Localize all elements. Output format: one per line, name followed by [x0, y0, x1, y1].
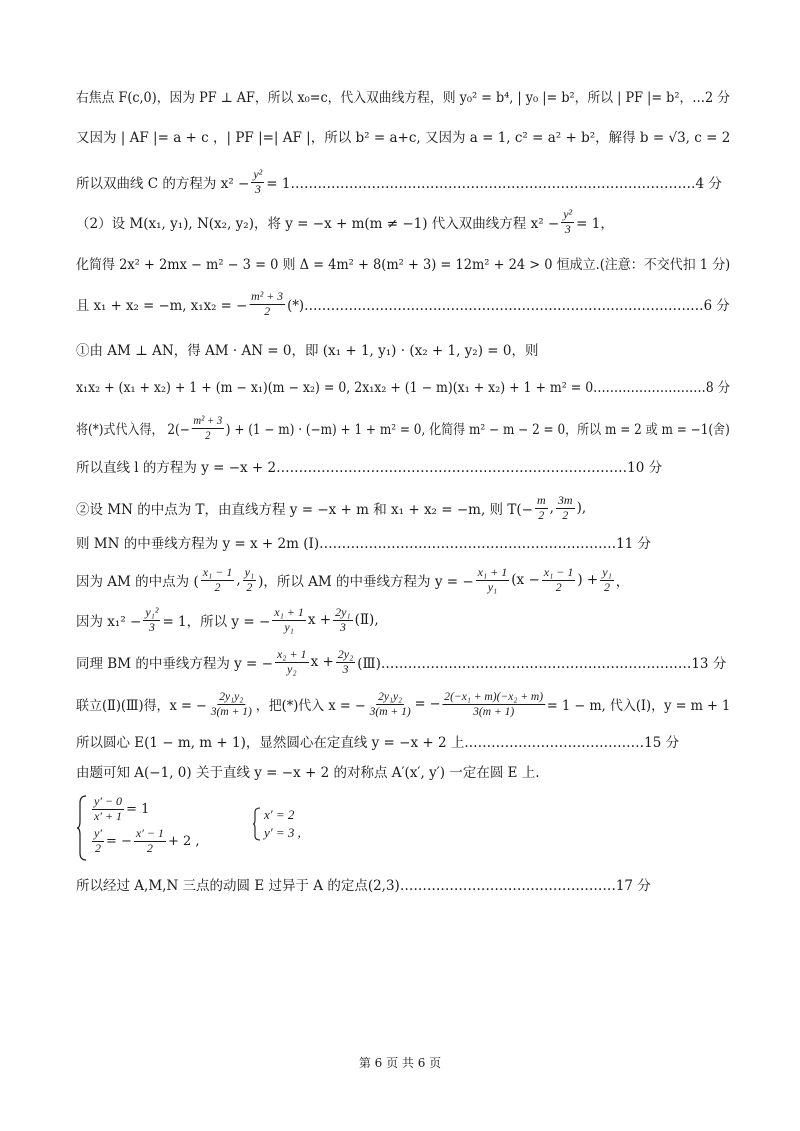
denominator: 2 — [562, 507, 569, 522]
fraction — [201, 566, 235, 595]
text-segment: 同理 BM 的中垂线方程为 y = − — [76, 656, 273, 673]
text-line-perpendicular: ①由 AM ⊥ AN，得 AM · AN = 0，即 (x₁ + 1, y₁) · (x₂ + 1, y₂) = 0，则 — [76, 343, 539, 359]
fraction — [243, 566, 257, 595]
text-line-hyperbola-equation — [76, 168, 722, 197]
numerator: m² + 3 — [251, 289, 284, 303]
text-line-equation-III — [76, 648, 726, 677]
text-line-part2-setup — [76, 208, 614, 237]
denominator: 2 — [264, 303, 271, 318]
text-segment: 所以双曲线 C 的方程为 x² − — [76, 176, 250, 193]
fraction — [368, 690, 413, 719]
denominator: 3 — [342, 661, 349, 676]
text-line-focus: 右焦点 F(c,0)，因为 PF ⊥ AF，所以 x₀=c，代入双曲线方程，则 y₀² = b⁴, | y₀ |= b²，所以 | PF |= b²，…2 分 — [76, 90, 731, 106]
numerator: 2y₁ — [335, 605, 351, 619]
system-row-2 — [90, 827, 200, 856]
text-segment: x + — [307, 612, 332, 629]
text-line-midpoint-T — [76, 494, 586, 523]
denominator: 2 — [246, 579, 253, 594]
text-segment: ), — [576, 500, 587, 517]
text-line-fixed-point: 所以经过 A,M,N 三点的动圆 E 过异于 A 的定点(2,3)…………………………………………17 分 — [76, 878, 651, 894]
numerator: y₁ — [602, 565, 612, 579]
numerator: m² + 3 — [193, 413, 223, 427]
text-segment: = 1 — [126, 801, 150, 817]
text-segment: (x − — [511, 572, 540, 589]
system-row-1 — [90, 795, 149, 824]
denominator: 3 — [254, 181, 261, 196]
fraction — [442, 690, 545, 719]
text-line-line-l: 所以直线 l 的方程为 y = −x + 2……………………………………………………………………10 分 — [76, 460, 663, 476]
fraction — [134, 827, 166, 856]
numerator: x₁ − 1 — [202, 565, 233, 579]
denominator: 2 — [604, 579, 610, 594]
text-line-equation-II — [76, 606, 379, 635]
fraction — [333, 606, 353, 635]
text-segment: 联立(Ⅱ)(Ⅲ)得，x = − — [76, 698, 207, 715]
fraction — [192, 414, 224, 443]
numerator: 2(−x₁ + m)(−x₂ + m) — [444, 689, 544, 703]
text-segment: , — [549, 500, 554, 517]
text-segment: x + — [310, 654, 334, 671]
text-segment: (*)………………………………………………………………………………6 分 — [287, 298, 730, 315]
text-segment: （2）设 M(x₁, y₁), N(x₂, y₂)，将 y = −x + m(m ≠ −1) 代入双曲线方程 x² − — [76, 216, 560, 233]
text-segment: = 1………………………………………………………………………………4 分 — [266, 176, 722, 193]
denominator: x′ + 1 — [94, 808, 123, 823]
fraction — [336, 648, 356, 677]
solution-row-1 — [264, 807, 294, 823]
fraction — [272, 606, 306, 635]
text-line-substitute — [76, 414, 730, 443]
fraction — [535, 494, 548, 523]
text-segment: = − — [414, 696, 441, 713]
denominator: 2 — [146, 840, 153, 855]
text-segment: 将(*)式代入得， 2(− — [76, 422, 190, 439]
fraction — [275, 648, 309, 677]
text-line-am-midpoint — [76, 566, 629, 595]
denominator: 3 — [564, 221, 571, 236]
text-line-center-E: 所以圆心 E(1 − m, m + 1)，显然圆心在定直线 y = −x + 2 上.…………………………………15 分 — [76, 735, 680, 751]
fraction — [476, 566, 510, 595]
fraction — [556, 494, 575, 523]
numerator: x₁ + 1 — [274, 605, 304, 619]
numerator: x₁ + 1 — [477, 565, 508, 579]
text-segment: , — [236, 572, 241, 589]
page-footer: 第 6 页 共 6 页 — [358, 1056, 442, 1070]
numerator: y′ − 0 — [94, 794, 123, 808]
denominator: 2 — [205, 427, 211, 442]
text-segment: 因为 x₁² − — [76, 614, 142, 631]
equation-system — [76, 795, 336, 861]
left-brace-icon — [252, 807, 261, 841]
text-segment: x′ = 2 — [264, 807, 295, 822]
denominator: y₂ — [287, 661, 297, 676]
text-segment: = 1，所以 y = − — [162, 614, 271, 631]
denominator: y₁ — [487, 579, 498, 594]
fraction — [92, 827, 104, 856]
text-segment: ) + (1 − m) · (−m) + 1 + m² = 0, 化简得 m² − m − 2 = 0，所以 m = 2 或 m = −1(舍) — [225, 422, 730, 439]
numerator: y₁² — [145, 605, 159, 619]
text-segment: 且 x₁ + x₂ = −m, x₁x₂ = − — [76, 298, 248, 315]
denominator: 3(m + 1) — [369, 703, 411, 718]
text-segment: ) + — [577, 572, 599, 589]
fraction — [542, 566, 576, 595]
text-segment: = 1 − m, 代入(Ⅰ)，y = m + 1 — [546, 698, 731, 715]
text-segment: 因为 AM 的中点为 ( — [76, 574, 199, 591]
solution-row-2 — [264, 825, 301, 841]
text-segment: (Ⅲ)……………………………………………………………13 分 — [357, 656, 727, 673]
fraction — [209, 690, 254, 719]
numerator: x₁ − 1 — [543, 565, 574, 579]
text-segment: ，把(*)代入 x = − — [255, 698, 366, 715]
text-line-symmetric-point: 由题可知 A(−1, 0) 关于直线 y = −x + 2 的对称点 A′(x′, y′) 一定在圆 E 上. — [76, 765, 540, 781]
numerator: y₁ — [244, 565, 255, 579]
numerator: x₂ + 1 — [276, 647, 307, 661]
text-line-mn-bisector: 则 MN 的中垂线方程为 y = x + 2m (Ⅰ)…………………………………………………………11 分 — [76, 536, 652, 552]
numerator: m — [536, 493, 546, 507]
numerator: y² — [253, 167, 263, 181]
numerator: y² — [563, 207, 573, 221]
text-segment: y′ = 3 , — [264, 825, 301, 840]
numerator: y′ — [94, 826, 102, 840]
fraction — [561, 208, 574, 237]
text-segment: = − — [105, 833, 132, 849]
fraction — [600, 566, 614, 595]
text-line-solve-b: 又因为 | AF |= a + c ，| PF |=| AF |，所以 b² = a+c, 又因为 a = 1, c² = a² + b²，解得 b = √3, c = 2 — [76, 130, 731, 146]
text-line-expand: x₁x₂ + (x₁ + x₂) + 1 + (m − x₁)(m − x₂) = 0, 2x₁x₂ + (1 − m)(x₁ + x₂) + 1 + m² = 0………………………8 分 — [76, 380, 731, 396]
denominator: 3(m + 1) — [473, 703, 515, 718]
denominator: 3 — [339, 619, 346, 634]
denominator: 2 — [538, 507, 545, 522]
text-line-discriminant: 化简得 2x² + 2mx − m² − 3 = 0 则 Δ = 4m² + 8(m² + 3) = 12m² + 24 > 0 恒成立.(注意：不交代扣 1 分) — [76, 257, 731, 273]
text-line-combine — [76, 690, 730, 719]
text-segment: ， — [615, 574, 630, 591]
fraction — [143, 606, 160, 635]
denominator: 3(m + 1) — [210, 703, 252, 718]
fraction — [249, 290, 285, 319]
text-segment: + 2 , — [167, 833, 200, 849]
text-line-vieta — [76, 290, 730, 319]
numerator: 2y₁y₂ — [219, 689, 244, 703]
text-segment: )，所以 AM 的中垂线方程为 y = − — [258, 574, 474, 591]
numerator: 2y₁y₂ — [378, 689, 403, 703]
fraction — [92, 795, 124, 824]
denominator: 2 — [94, 840, 101, 855]
denominator: 2 — [214, 579, 221, 594]
fraction — [251, 168, 264, 197]
text-segment: = 1， — [576, 216, 614, 233]
denominator: 3 — [148, 619, 155, 634]
left-brace-icon — [76, 795, 88, 861]
numerator: x′ − 1 — [135, 826, 164, 840]
text-segment: ②设 MN 的中点为 T，由直线方程 y = −x + m 和 x₁ + x₂ = −m, 则 T(− — [76, 502, 533, 519]
numerator: 3m — [557, 493, 573, 507]
text-segment: (Ⅱ), — [354, 612, 379, 629]
denominator: y₁ — [284, 619, 294, 634]
denominator: 2 — [555, 579, 562, 594]
numerator: 2y₂ — [337, 647, 354, 661]
